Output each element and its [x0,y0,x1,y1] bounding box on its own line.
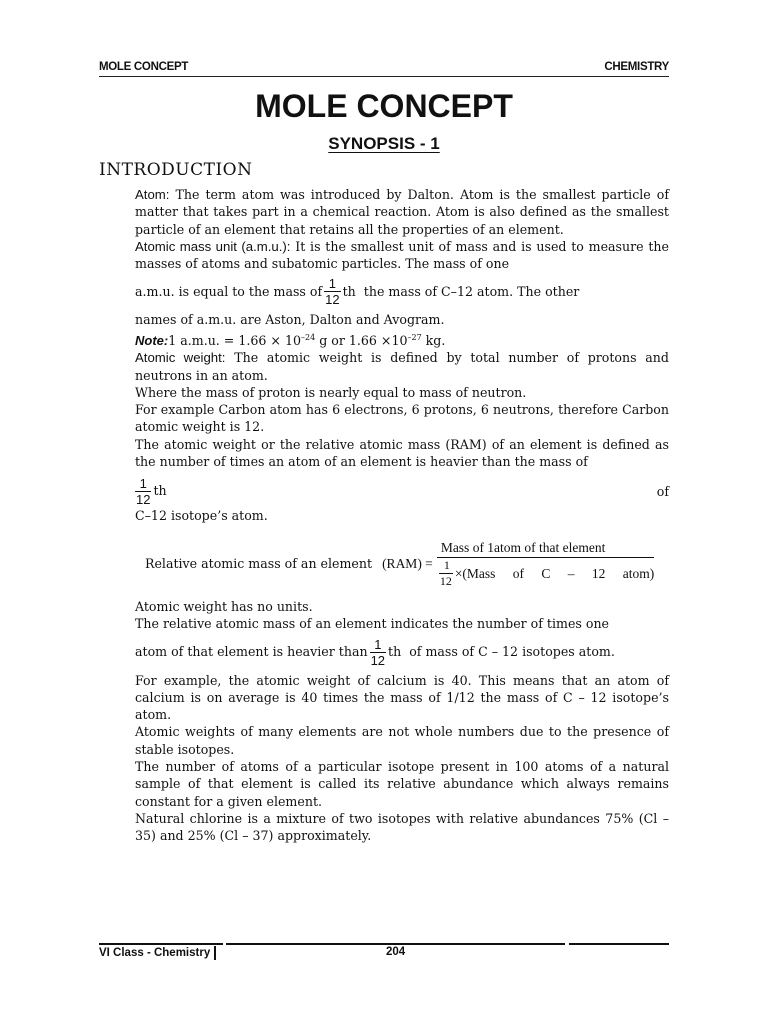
header-subject: CHEMISTRY [604,61,669,73]
page-number: 204 [386,946,406,958]
atomic-weight-text: The atomic weight is defined by total number of protons and neutrons in an atom. [135,350,669,383]
formula-label: Relative atomic mass of an element [145,555,373,571]
formula-denominator [437,558,654,588]
atom-paragraph [135,186,669,238]
note-label: Note: [135,332,169,348]
amu-line-after: th the mass of C–12 atom. The other [342,284,580,300]
amu-text: It is the smallest unit of mass and is used to measure the masses of atoms and subatomic particles. The mass of one [135,238,669,272]
ram-definition-paragraph: The atomic weight or the relative atomic mass (RAM) of an element is defined as the number of times an atom of an element is heavier than the mass of [135,436,669,470]
fraction-suffix: th [153,483,167,499]
fraction-numerator: 1 [324,276,340,292]
note-paragraph [135,329,669,349]
ram-fraction-line [135,476,669,507]
amu-paragraph [135,238,669,273]
subtitle-text: SYNOPSIS - 1 [328,134,440,153]
isotopes-paragraph: Atomic weights of many elements are not whole numbers due to the presence of stable isotopes. [135,724,669,757]
atomic-weight-term: Atomic weight: [135,350,226,366]
heavier-fraction [370,637,386,668]
page-subtitle [0,134,768,154]
page-title: MOLE CONCEPT [255,88,513,124]
calcium-example-paragraph: For example, the atomic weight of calcium is 40. This means that an atom of calcium is on average is 40 times the mass of 1/12 the mass of C – 12 isotope’s atom. [135,672,669,723]
ram-formula [145,539,669,588]
heavier-fraction-line [135,637,669,668]
formula-fraction [437,539,654,588]
heavier-after: th of mass of C – 12 isotopes atom. [388,644,615,660]
of-word: of [656,484,669,500]
footer-rule-middle [226,943,565,945]
ram-fraction [135,476,151,507]
fraction-numerator: 1 [439,559,453,574]
relative-abundance-paragraph: The number of atoms of a particular isotope present in 100 atoms of a natural sample of that element is called its relative abundance which always remains constant for a given element. [135,759,669,809]
atomic-weight-paragraph [135,349,669,384]
no-units-paragraph: Atomic weight has no units. [135,598,313,614]
fraction-denominator: 12 [439,573,452,588]
amu-line-before: a.m.u. is equal to the mass of [135,284,323,300]
formula-numerator: Mass of 1atom of that element [437,539,654,558]
footer-rule-right [569,943,669,945]
formula-denominator-text: ×(Mass of C – 12 atom) [454,565,655,581]
atom-term: Atom: [135,187,170,202]
amu-names: names of a.m.u. are Aston, Dalton and Avogram. [135,312,445,328]
header-rule [99,76,669,77]
note-text-3: kg. [421,332,446,348]
amu-term: Atomic mass unit (a.m.u.): [135,238,291,254]
amu-fraction-line [135,276,669,307]
chlorine-paragraph: Natural chlorine is a mixture of two isotopes with relative abundances 75% (Cl – 35) and 25% (Cl – 37) approximately. [135,810,669,844]
note-text-1: 1 a.m.u. = 1.66 × 10 [168,332,301,348]
c12-isotope-line: C–12 isotope’s atom. [135,508,268,524]
note-text-2: g or 1.66 ×10 [315,332,408,348]
atom-text: The term atom was introduced by Dalton. Atom is the smallest particle of matter that takes part in a chemical reaction. Atom is also defined as the smallest particle of an element that retains all the properties of an element. [135,187,669,237]
heavier-before: atom of that element is heavier than [135,644,368,660]
note-exponent-2: –27 [407,332,422,342]
note-exponent-1: –24 [301,332,316,342]
fraction-numerator: 1 [135,476,151,492]
fraction-denominator: 12 [370,652,386,668]
carbon-example-paragraph: For example Carbon atom has 6 electrons, 6 protons, 6 neutrons, therefore Carbon atomic weight is 12. [135,402,669,435]
document-body [135,186,669,845]
formula-ram: (RAM) = [382,555,433,571]
footer-class-label: VI Class - Chemistry [99,946,216,960]
relative-mass-paragraph: The relative atomic mass of an element indicates the number of times one [135,616,610,632]
section-heading: INTRODUCTION [99,160,253,180]
proton-neutron-paragraph: Where the mass of proton is nearly equal to mass of neutron. [135,384,527,400]
fraction-denominator: 12 [325,292,340,308]
header-section-title: MOLE CONCEPT [99,61,189,73]
ram-fraction-group [135,476,167,507]
fraction-numerator: 1 [370,637,386,653]
footer-rule-left [99,943,223,945]
amu-fraction [324,276,340,307]
fraction-denominator: 12 [136,492,151,508]
formula-sub-fraction [439,559,453,588]
